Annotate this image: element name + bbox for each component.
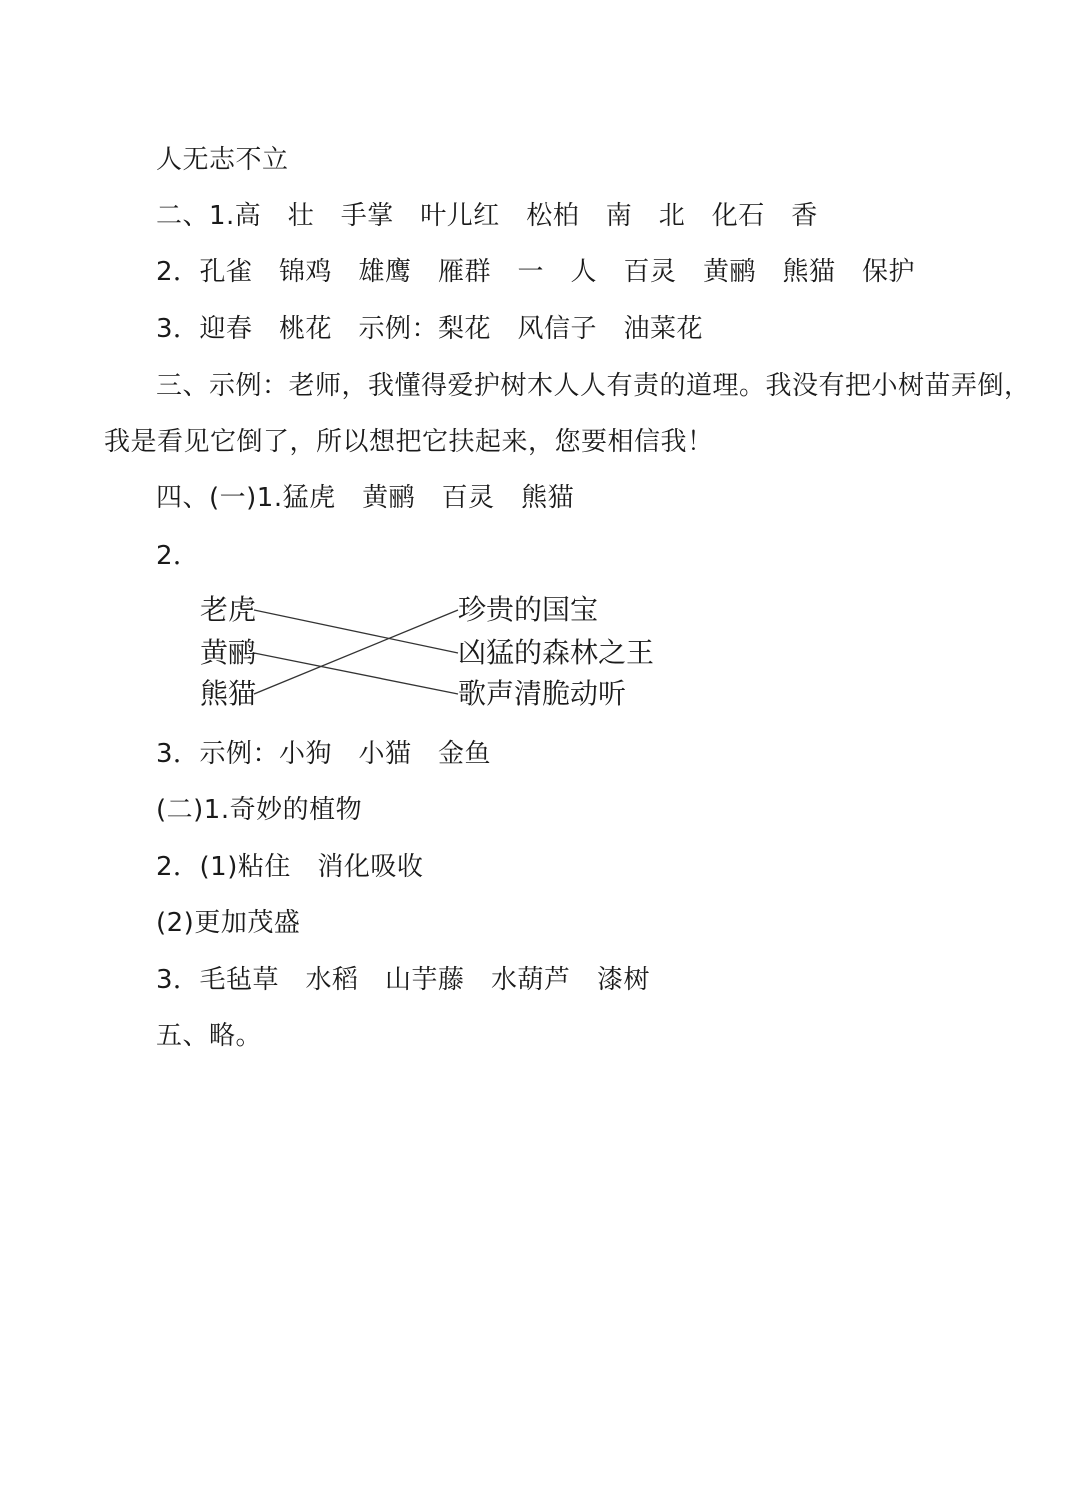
match-right-forest-king: 凶猛的森林之王 [458,636,655,669]
line-l6: 我是看见它倒了，所以想把它扶起来，您要相信我！ [104,427,714,457]
line-l8: 2． [156,541,200,571]
line-l4: 3．迎春 桃花 示例：梨花 风信子 油菜花 [156,314,704,344]
line-l3: 2．孔雀 锦鸡 雄鹰 雁群 一 人 百灵 黄鹂 熊猫 保护 [156,257,916,287]
match-line-panda [254,610,458,694]
line-l5: 三、示例：老师，我懂得爱护树木人人有责的道理。我没有把小树苗弄倒， [156,371,1031,401]
match-left-tiger: 老虎 [200,593,257,626]
matching-diagram [190,590,670,720]
line-l12: (2)更加茂盛 [156,908,301,938]
line-l1: 人无志不立 [156,145,289,175]
line-l9: 3．示例：小狗 小猫 金鱼 [156,739,492,769]
match-left-oriole: 黄鹂 [200,636,257,669]
match-line-tiger [254,610,458,653]
line-l11: 2．(1)粘住 消化吸收 [156,852,424,882]
line-l7: 四、(一)1.猛虎 黄鹂 百灵 熊猫 [156,483,575,513]
match-line-oriole [254,653,458,694]
line-l14: 五、略。 [156,1021,263,1051]
line-l10: (二)1.奇妙的植物 [156,795,363,825]
match-left-panda: 熊猫 [200,677,257,710]
line-l2: 二、1.高 壮 手掌 叶儿红 松柏 南 北 化石 香 [156,201,818,231]
line-l13: 3．毛毡草 水稻 山芋藤 水葫芦 漆树 [156,965,651,995]
match-right-song: 歌声清脆动听 [458,677,627,710]
match-right-treasure: 珍贵的国宝 [458,593,599,626]
